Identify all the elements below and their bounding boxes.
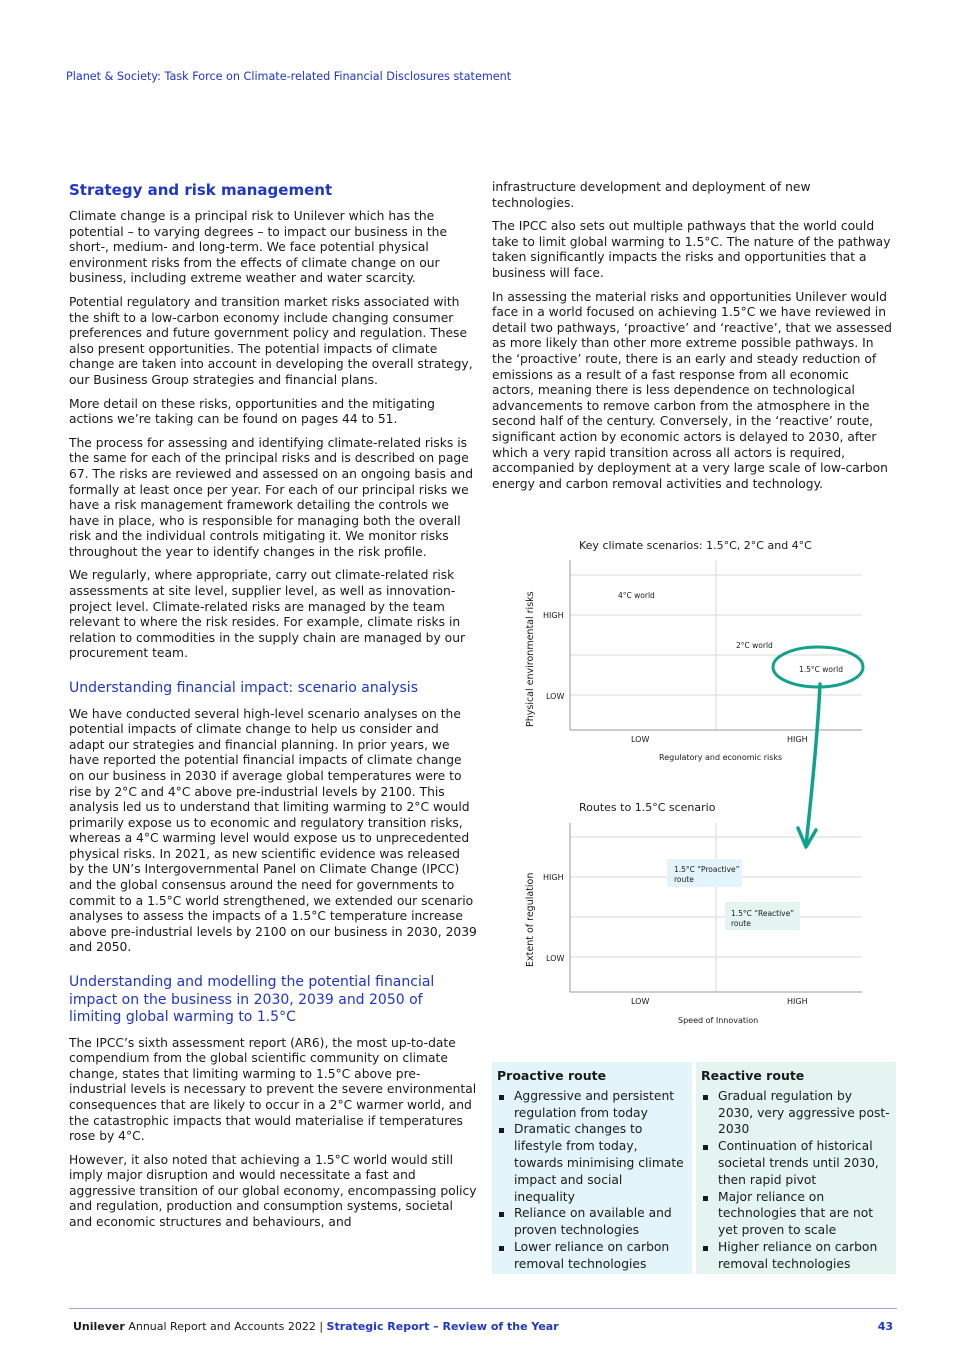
page-number: 43 <box>877 1320 893 1333</box>
footer <box>73 1320 559 1333</box>
paragraph: However, it also noted that achieving a 1.5°C world would still imply major disruption and would necessitate a fast and aggressive transition of our global economy, encompassing policy and regulation, production and consumption systems, societal and economic structures and behaviours, and <box>69 1152 477 1230</box>
x-axis-label: Speed of Innovation <box>678 1016 759 1025</box>
footer-brand: Unilever <box>73 1320 125 1333</box>
y-tick-label: LOW <box>546 954 565 963</box>
proactive-route-label: route <box>674 875 694 884</box>
reactive-route-label: 1.5°C “Reactive” <box>731 909 795 918</box>
chart-title: Routes to 1.5°C scenario <box>579 801 716 814</box>
footer-divider <box>69 1308 897 1309</box>
left-column <box>69 180 477 1239</box>
paragraph: In assessing the material risks and opportunities Unilever would face in a world focused on achieving 1.5°C we have reviewed in detail two pathways, ‘proactive’ and ‘reactive’, that we assessed as more likely than other more extreme possible pathways. In the ‘proactive’ route, there is an early and steady reduction of emissions as a result of a fast response from all economic actors, meaning there is less dependence on technological advancements to remove carbon from the atmosphere in the second half of the century. Conversely, in the ‘reactive’ route, significant action by economic actors is delayed to 2030, after which a very rapid transition across all actors is required, accompanied by deployment at a very large scale of low-carbon energy and carbon removal activities and technology. <box>492 289 892 491</box>
subheading-modelling-impact: Understanding and modelling the potential financial impact on the business in 2030, 2039 and 2050 of limiting global warming to 1.5°C <box>69 974 435 1026</box>
point-label-2c-world: 2°C world <box>736 641 773 650</box>
x-tick-label: LOW <box>631 997 650 1006</box>
breadcrumb: Planet & Society: Task Force on Climate-related Financial Disclosures statement <box>66 70 512 83</box>
paragraph: The IPCC’s sixth assessment report (AR6), the most up-to-date compendium from the global scientific community on climate change, states that limiting warming to 1.5°C above pre-industrial levels is necessary to prevent the severe environmental consequences that are likely to occur in a 2°C warmer world, and the catastrophic impacts that would materialise if temperatures rose by 4°C. <box>69 1035 477 1144</box>
list-item: Dramatic changes to lifestyle from today, towards minimising climate impact and social inequality <box>497 1121 686 1205</box>
x-tick-label: HIGH <box>787 735 808 744</box>
paragraph: We regularly, where appropriate, carry out climate-related risk assessments at site level, supplier level, as well as innovation-project level. Climate-related risks are managed by the team relevant to where the risk resides. For example, climate risks in relation to commodities in the supply chain are managed by our procurement team. <box>69 568 466 661</box>
list-item: Higher reliance on carbon removal technologies <box>701 1239 890 1273</box>
y-tick-label: LOW <box>546 692 565 701</box>
paragraph: infrastructure development and deployment of new technologies. <box>492 180 811 210</box>
paragraph: Potential regulatory and transition market risks associated with the shift to a low-carbon economy include changing consumer preferences and future government policy and regulation. These also present opportunities. The potential impacts of climate change are taken into account in developing the overall strategy, our Business Group strategies and financial plans. <box>69 294 473 387</box>
subheading-scenario-analysis: Understanding financial impact: scenario analysis <box>69 680 418 697</box>
list-item: Continuation of historical societal trends until 2030, then rapid pivot <box>701 1138 890 1188</box>
proactive-route-box <box>492 1062 692 1274</box>
section-title: Strategy and risk management <box>69 181 333 199</box>
paragraph: We have conducted several high-level scenario analyses on the potential impacts of climate change to help us consider and adapt our strategies and financial planning. In prior years, we have reported the potential financial impacts of climate change on our business in 2030 if average global temperatures were to rise by 2°C and 4°C above pre-industrial levels by 2100. This analysis led us to understand that limiting warming to 2°C would primarily expose us to economic and regulatory transition risks, whereas a 4°C warming level would expose us to unprecedented physical risks. In 2021, as new scientific evidence was released by the UN’s Intergovernmental Panel on Climate Change (IPCC) and the global consensus around the need for governments to commit to a 1.5°C world strengthened, we extended our scenario analyses to assess the impacts of a 1.5°C temperature increase above pre-industrial levels by 2100 on our business in 2030, 2039 and 2050. <box>69 706 477 955</box>
paragraph: The process for assessing and identifying climate-related risks is the same for each of the principal risks and is described on page 67. The risks are reviewed and assessed on an ongoing basis and formally at least once per year. For each of our principal risks we have a risk management framework detailing the controls we have in place, who is responsible for managing both the overall risk and the individual controls mitigating it. We monitor risks throughout the year to identify changes in the risk profile. <box>69 435 474 559</box>
reactive-route-box <box>696 1062 896 1274</box>
proactive-route-label: 1.5°C “Proactive” <box>674 865 740 874</box>
point-label-1-5c-world: 1.5°C world <box>799 665 843 674</box>
point-label-4c-world: 4°C world <box>618 591 655 600</box>
list-item: Gradual regulation by 2030, very aggressive post-2030 <box>701 1088 890 1138</box>
y-axis-label: Physical environmental risks <box>525 591 536 727</box>
list-item: Aggressive and persistent regulation from today <box>497 1088 686 1122</box>
reactive-route-list <box>701 1088 890 1273</box>
list-item: Lower reliance on carbon removal technologies <box>497 1239 686 1273</box>
x-tick-label: HIGH <box>787 997 808 1006</box>
proactive-route-list <box>497 1088 686 1273</box>
y-tick-label: HIGH <box>543 873 564 882</box>
paragraph: Climate change is a principal risk to Unilever which has the potential – to varying degrees – to impact our business in the short-, medium- and long-term. We face potential physical environment risks from the effects of climate change on our business, including extreme weather and water scarcity. <box>69 209 448 286</box>
paragraph: The IPCC also sets out multiple pathways that the world could take to limit global warming to 1.5°C. The nature of the pathway taken significantly impacts the risks and opportunities that a business will face. <box>492 219 891 280</box>
x-tick-label: LOW <box>631 735 650 744</box>
list-item: Reliance on available and proven technologies <box>497 1205 686 1239</box>
footer-section-link[interactable]: Strategic Report – Review of the Year <box>326 1320 559 1333</box>
reactive-route-title: Reactive route <box>701 1068 805 1083</box>
y-axis-label: Extent of regulation <box>525 872 536 967</box>
footer-report-title: Annual Report and Accounts 2022 | <box>124 1320 327 1333</box>
paragraph: More detail on these risks, opportunities and the mitigating actions we’re taking can be found on pages 44 to 51. <box>69 396 435 427</box>
reactive-route-label: route <box>731 919 751 928</box>
list-item: Major reliance on technologies that are not yet proven to scale <box>701 1189 890 1239</box>
chart-title: Key climate scenarios: 1.5°C, 2°C and 4°C <box>579 539 812 552</box>
connector-arrow-icon <box>780 680 840 855</box>
right-column <box>492 180 894 500</box>
x-axis-label: Regulatory and economic risks <box>659 753 783 762</box>
y-tick-label: HIGH <box>543 611 564 620</box>
proactive-route-title: Proactive route <box>497 1068 607 1083</box>
